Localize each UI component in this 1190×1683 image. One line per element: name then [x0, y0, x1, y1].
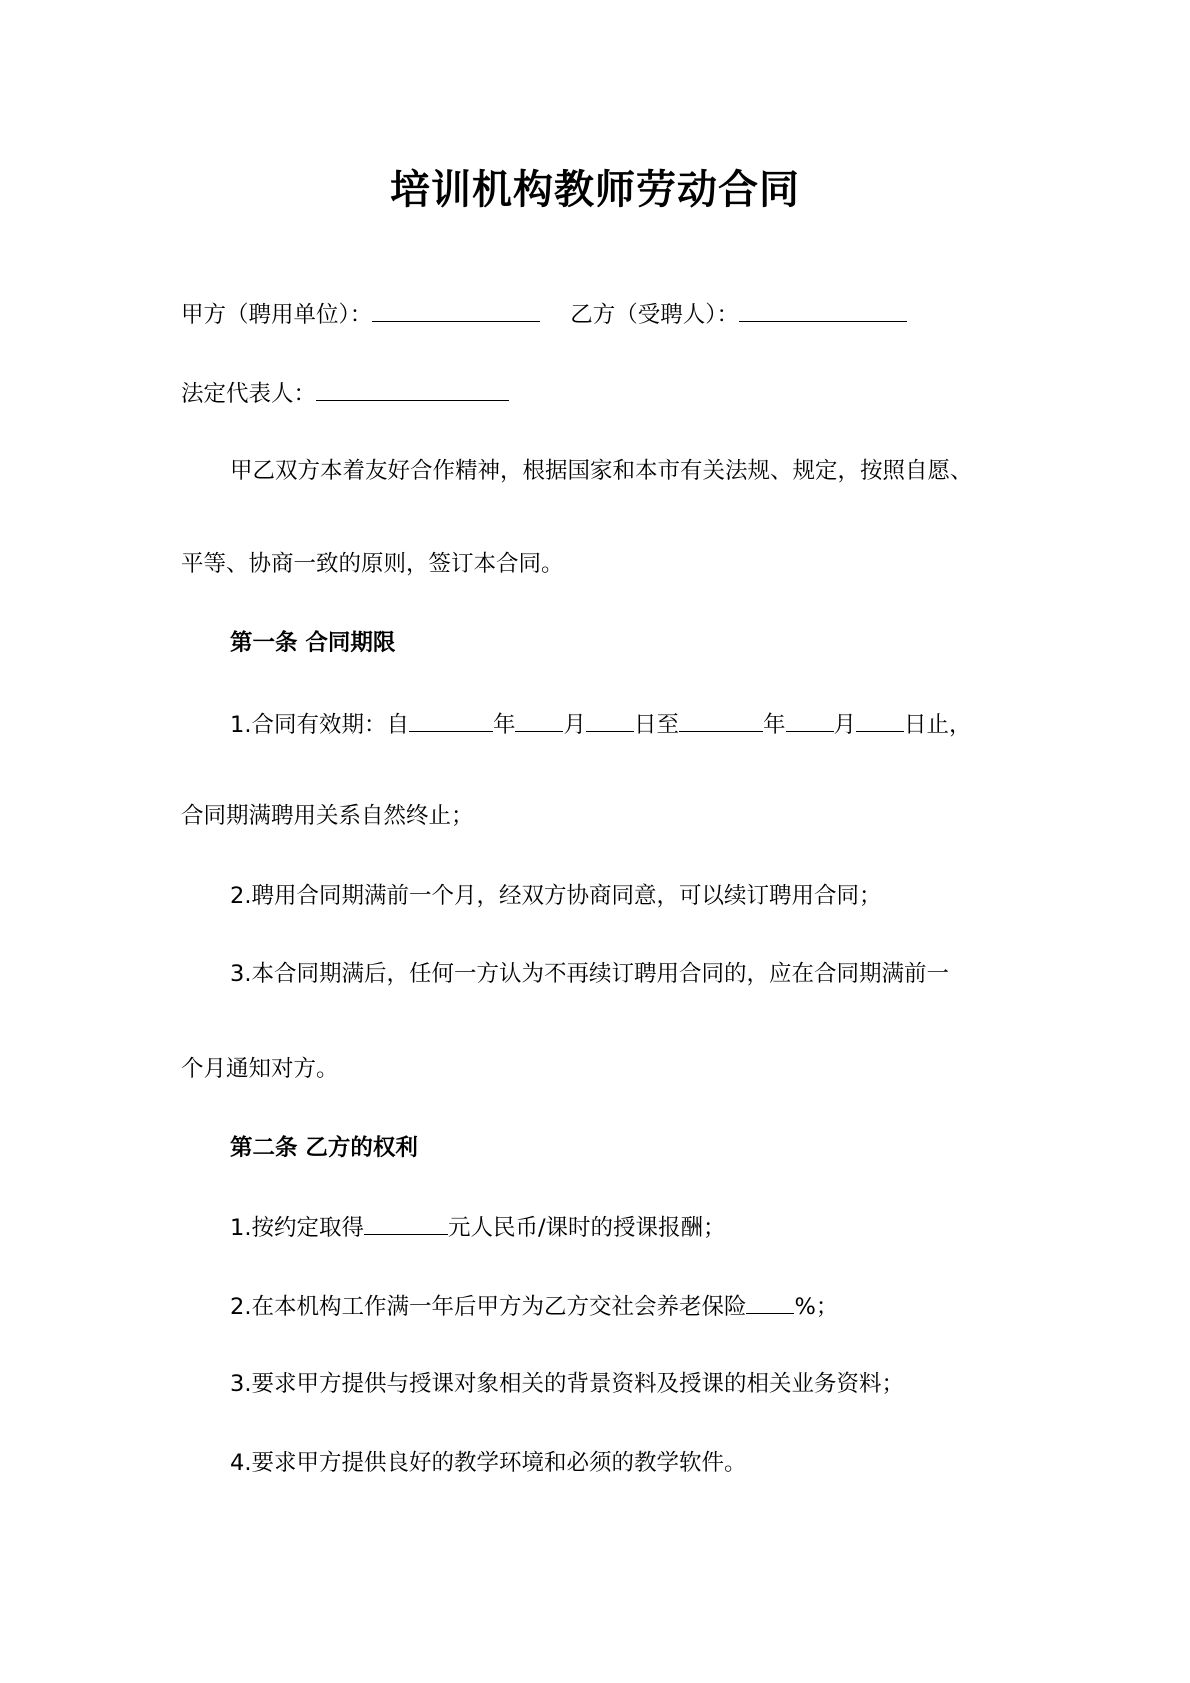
fee-blank[interactable]: [364, 1210, 448, 1235]
legal-rep-line: [181, 376, 509, 410]
day-end-label: 日止，: [904, 712, 972, 738]
legal-rep-blank[interactable]: [316, 376, 509, 401]
party-a-blank[interactable]: [372, 297, 540, 322]
start-month-blank[interactable]: [515, 707, 563, 732]
end-month-blank[interactable]: [786, 707, 834, 732]
month-label: 月: [833, 712, 857, 738]
item2-prefix: 2.在本机构工作满一年后甲方为乙方交社会养老保险: [230, 1294, 747, 1320]
parties-line: [181, 297, 907, 331]
day-to-label: 日至: [634, 712, 680, 738]
intro-line-2: 平等、协商一致的原则，签订本合同。: [181, 551, 564, 577]
item2-suffix: %；: [794, 1294, 839, 1320]
insurance-percent-blank[interactable]: [746, 1289, 794, 1314]
party-a-label: 甲方（聘用单位）：: [181, 302, 373, 328]
year-label: 年: [492, 712, 516, 738]
intro-line-1: 甲乙双方本着友好合作精神，根据国家和本市有关法规、规定，按照自愿、: [230, 458, 973, 484]
start-year-blank[interactable]: [409, 707, 493, 732]
start-day-blank[interactable]: [586, 707, 634, 732]
article2-item2: [230, 1289, 838, 1323]
item1-suffix: 元人民币/课时的授课报酬；: [447, 1215, 726, 1241]
end-day-blank[interactable]: [856, 707, 904, 732]
item1-prefix: 1.合同有效期：自: [230, 712, 409, 738]
article1-item2: 2.聘用合同期满前一个月，经双方协商同意，可以续订聘用合同；: [230, 883, 882, 909]
article2-item4: 4.要求甲方提供良好的教学环境和必须的教学软件。: [230, 1450, 747, 1476]
article1-item1-cont: 合同期满聘用关系自然终止；: [181, 803, 474, 829]
year-label: 年: [763, 712, 786, 738]
article2-item3: 3.要求甲方提供与授课对象相关的背景资料及授课的相关业务资料；: [230, 1371, 904, 1397]
article2-heading: 第二条 乙方的权利: [230, 1135, 418, 1161]
article2-item1: [230, 1210, 726, 1244]
party-b-blank[interactable]: [739, 297, 907, 322]
legal-rep-label: 法定代表人：: [181, 381, 317, 407]
article1-item3-line1: 3.本合同期满后，任何一方认为不再续订聘用合同的，应在合同期满前一: [230, 961, 949, 987]
party-b-label: 乙方（受聘人）：: [570, 302, 740, 328]
month-label: 月: [563, 712, 586, 738]
article1-item3-line2: 个月通知对方。: [181, 1056, 339, 1082]
article1-item1: [230, 707, 972, 741]
article1-heading: 第一条 合同期限: [230, 630, 396, 656]
end-year-blank[interactable]: [679, 707, 763, 732]
document-title: 培训机构教师劳动合同: [390, 167, 800, 213]
item1-prefix: 1.按约定取得: [230, 1215, 364, 1241]
